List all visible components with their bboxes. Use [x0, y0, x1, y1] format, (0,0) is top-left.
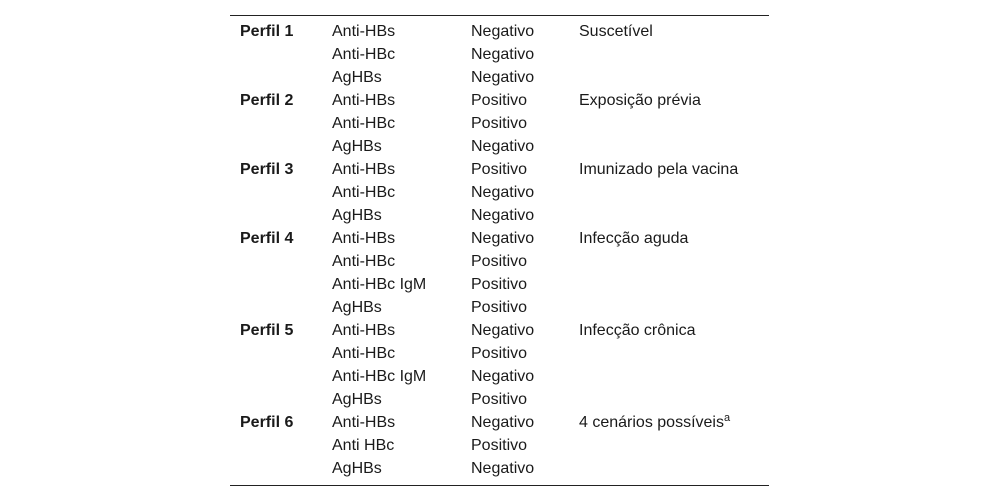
- table-row: [230, 158, 769, 181]
- table-bottom-rule: [230, 485, 769, 486]
- marker-cell: Anti-HBc: [332, 115, 396, 132]
- marker-cell: AgHBs: [332, 207, 382, 224]
- result-cell: Negativo: [471, 69, 535, 86]
- result-cell: Negativo: [471, 460, 535, 477]
- interpretation-cell: [579, 411, 769, 434]
- interpretation-cell: [579, 457, 769, 480]
- profile-label: [230, 43, 332, 66]
- marker-cell: Anti-HBc: [332, 253, 396, 270]
- result-cell: Negativo: [471, 414, 535, 431]
- interpretation-cell: [579, 158, 769, 181]
- result-cell: Positivo: [471, 391, 528, 408]
- profile-label: [230, 66, 332, 89]
- table-row: [230, 89, 769, 112]
- marker-cell: AgHBs: [332, 138, 382, 155]
- result-cell: Positivo: [471, 299, 528, 316]
- profile-label: [230, 250, 332, 273]
- interpretation-cell: [579, 319, 769, 342]
- interpretation-cell: [579, 43, 769, 66]
- serology-table: [230, 15, 769, 486]
- marker-cell: Anti-HBc IgM: [332, 276, 427, 293]
- profile-label: Perfil 1: [240, 23, 294, 40]
- result-cell: Positivo: [471, 161, 528, 178]
- interpretation-cell: [579, 250, 769, 273]
- profile-label: [230, 434, 332, 457]
- result-cell: Positivo: [471, 276, 528, 293]
- result-cell: Negativo: [471, 23, 535, 40]
- table-row: [230, 434, 769, 457]
- result-cell: Negativo: [471, 322, 535, 339]
- table-row: [230, 112, 769, 135]
- interpretation-text: Exposição prévia: [579, 92, 701, 109]
- interpretation-cell: [579, 227, 769, 250]
- table-row: [230, 273, 769, 296]
- result-cell: Positivo: [471, 345, 528, 362]
- interpretation-text: Suscetível: [579, 23, 653, 40]
- result-cell: Negativo: [471, 230, 535, 247]
- table-row: [230, 342, 769, 365]
- marker-cell: Anti-HBs: [332, 23, 396, 40]
- marker-cell: Anti-HBc: [332, 184, 396, 201]
- interpretation-cell: [579, 135, 769, 158]
- interpretation-cell: [579, 296, 769, 319]
- result-cell: Positivo: [471, 437, 528, 454]
- result-cell: Positivo: [471, 92, 528, 109]
- interpretation-cell: [579, 204, 769, 227]
- table-row: [230, 227, 769, 250]
- table-row: [230, 250, 769, 273]
- marker-cell: Anti HBc: [332, 437, 395, 454]
- profile-label: [230, 342, 332, 365]
- profile-label: [230, 457, 332, 480]
- marker-cell: Anti-HBc: [332, 345, 396, 362]
- result-cell: Positivo: [471, 115, 528, 132]
- footnote-marker: a: [723, 412, 731, 424]
- marker-cell: Anti-HBc IgM: [332, 368, 427, 385]
- interpretation-cell: [579, 181, 769, 204]
- table-row: [230, 457, 769, 480]
- table-row: [230, 66, 769, 89]
- profile-label: Perfil 6: [240, 414, 294, 431]
- profile-label: Perfil 5: [240, 322, 294, 339]
- table-row: [230, 43, 769, 66]
- serology-profiles-table: [230, 20, 769, 480]
- profile-label: [230, 204, 332, 227]
- table-row: [230, 388, 769, 411]
- interpretation-text: Infecção aguda: [579, 230, 689, 247]
- table-row: [230, 411, 769, 434]
- interpretation-text: Infecção crônica: [579, 322, 696, 339]
- table-row: [230, 181, 769, 204]
- interpretation-cell: [579, 434, 769, 457]
- profile-label: [230, 112, 332, 135]
- profile-label: Perfil 2: [240, 92, 294, 109]
- interpretation-cell: [579, 66, 769, 89]
- interpretation-cell: [579, 273, 769, 296]
- interpretation-text: Imunizado pela vacina: [579, 161, 739, 178]
- profile-label: [230, 296, 332, 319]
- interpretation-cell: [579, 365, 769, 388]
- interpretation-cell: [579, 20, 769, 43]
- marker-cell: AgHBs: [332, 460, 382, 477]
- marker-cell: Anti-HBs: [332, 92, 396, 109]
- interpretation-cell: [579, 112, 769, 135]
- table-row: [230, 365, 769, 388]
- profile-label: Perfil 4: [240, 230, 294, 247]
- result-cell: Negativo: [471, 207, 535, 224]
- interpretation-text: 4 cenários possíveis: [579, 414, 724, 431]
- marker-cell: AgHBs: [332, 299, 382, 316]
- interpretation-cell: [579, 342, 769, 365]
- table-row: [230, 20, 769, 43]
- result-cell: Negativo: [471, 138, 535, 155]
- marker-cell: AgHBs: [332, 69, 382, 86]
- result-cell: Negativo: [471, 46, 535, 63]
- table-top-rule: [230, 15, 769, 16]
- result-cell: Negativo: [471, 184, 535, 201]
- marker-cell: Anti-HBs: [332, 230, 396, 247]
- profile-label: [230, 273, 332, 296]
- profile-label: [230, 181, 332, 204]
- marker-cell: Anti-HBs: [332, 414, 396, 431]
- profile-label: Perfil 3: [240, 161, 294, 178]
- profile-label: [230, 135, 332, 158]
- marker-cell: AgHBs: [332, 391, 382, 408]
- interpretation-cell: [579, 388, 769, 411]
- marker-cell: Anti-HBc: [332, 46, 396, 63]
- interpretation-cell: [579, 89, 769, 112]
- marker-cell: Anti-HBs: [332, 322, 396, 339]
- result-cell: Negativo: [471, 368, 535, 385]
- table-row: [230, 296, 769, 319]
- profile-label: [230, 388, 332, 411]
- table-row: [230, 204, 769, 227]
- profile-label: [230, 365, 332, 388]
- table-row: [230, 319, 769, 342]
- result-cell: Positivo: [471, 253, 528, 270]
- marker-cell: Anti-HBs: [332, 161, 396, 178]
- table-body: [230, 20, 769, 480]
- table-row: [230, 135, 769, 158]
